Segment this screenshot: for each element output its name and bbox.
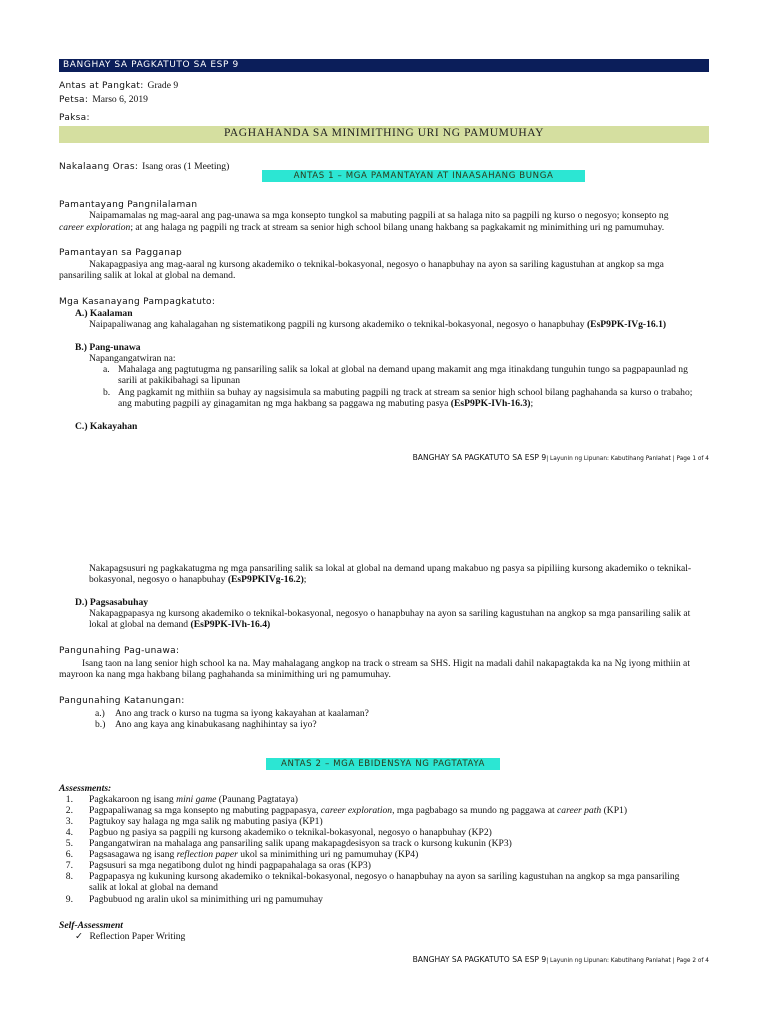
career-exploration-term: career exploration [59,222,131,233]
petsa-row [59,89,148,107]
katanungan-a-text: Ano ang track o kurso na tugma sa iyong kakayahan at kaalaman? [115,708,369,719]
assessment-number: 2. [65,805,73,816]
assessment-text-pre: Pagkakaroon ng isang [89,794,177,805]
petsa-value: Marso 6, 2019 [92,94,148,105]
header-banner-text: BANGHAY SA PAGKATUTO SA ESP 9 [63,60,239,70]
footer-page-2 [413,955,709,964]
assessment-number: 6. [65,849,73,860]
assessment-text-post-2: (KP1) [601,805,628,816]
pangunahing-pag-unawa-label: Pangunahing Pag-unawa: [59,646,180,656]
pagsasabuhay-line-1: Nakapagpapasya ng kursong akademiko o teknikal-bokasyonal, negosyo o hanapbuhay na ayon sa sariling kagustuhan na angkop sa mga pansariling salik at [89,608,691,619]
assessment-number: 1. [65,794,73,805]
nakalaang-oras-row [59,156,229,174]
self-assessment-label: Self-Assessment [59,920,123,931]
pagsasabuhay-line-2-body: lokal at global na demand [89,619,189,630]
assessment-text [89,805,627,817]
pamantayang-pangnilalaman-line-2-rest: ; at ang halaga ng pagpili ng track at stream sa senior high school bilang unang hakbang sa pagkakamit ng minimithing uri ng pamumuhay. [130,222,665,233]
pang-unawa-b-line-2: ang mabuting pagpili ay ginagamitan ng mga hakbang sa paggawa ng mabuting pasya (EsP9PK-IVh-16.3); [118,398,534,409]
kasanayan-label: Mga Kasanayang Pampagkatuto: [59,297,216,307]
pamantayang-pangnilalaman-line-2 [59,222,664,234]
pagsasabuhay-line-2 [89,619,270,631]
paksa-label: Paksa: [59,113,90,123]
assessment-text-post: ukol sa minimithing uri ng pamumuhay (KP4) [237,849,419,860]
petsa-label: Petsa: [59,95,89,105]
assessment-text-post: (Paunang Pagtataya) [216,794,298,805]
kakayahan-code: (EsP9PKIVg-16.2) [227,574,304,585]
reflection-paper-term: reflection paper [176,849,238,860]
pamantayan-sa-pagganap-line-2: pansariling salik at lokal at global na demand. [59,270,236,281]
lesson-title: PAGHAHANDA SA MINIMITHING URI NG PAMUMUHAY [223,127,545,139]
katanungan-a-marker: a.) [95,708,105,719]
pangunahing-pag-unawa-line-1: Isang taon na lang senior high school ka na. May mahalagang angkop na track o stream sa SHS. Higit na madali dahil nakapagtakda ka na Ng iyong mithiin at [82,658,690,669]
katanungan-b-marker: b.) [95,719,106,730]
pang-unawa-b-line-2-body: ang mabuting pagpili ay ginagamitan ng mga hakbang sa paggawa ng mabuting pasya [118,398,449,409]
assessment-text: Pagbuo ng pasiya sa pagpili ng kursong akademiko o teknikal-bokasyonal, negosyo o hanapbuhay (KP2) [89,827,492,838]
pamantayan-sa-pagganap-label: Pamantayan sa Pagganap [59,248,183,258]
assessments-list [59,794,719,914]
assessment-text: Pagsusuri sa mga negatibong dulot ng hindi pagpapahalaga sa oras (KP3) [89,860,371,871]
assessment-text [89,849,418,861]
career-path-term: career path [557,805,602,816]
antas-1-heading: ANTAS 1 – MGA PAMANTAYAN AT INAASAHANG BUNGA [293,171,554,181]
assessment-number: 8. [65,871,73,882]
pang-unawa-intro: Napangangatwiran na: [89,353,176,364]
antas-1-heading-box [262,170,585,182]
pamantayang-pangnilalaman-label: Pamantayang Pangnilalaman [59,200,198,210]
header-banner [59,59,709,72]
footer-page-1-title: BANGHAY SA PAGKATUTO SA ESP 9 [412,453,547,462]
assessment-text-post: , mga pagbabago sa mundo ng paggawa at [392,805,558,816]
self-assessment-item [75,931,185,943]
mini-game-term: mini game [176,794,217,805]
lesson-title-box [59,126,709,143]
nakalaang-oras-label: Nakalaang Oras: [59,162,139,172]
career-exploration-term: career exploration [320,805,393,816]
antas-value: Grade 9 [147,80,179,91]
assessment-number: 7. [65,860,73,871]
antas-2-heading-box [266,758,500,770]
kakayahan-line-1: Nakapagsusuri ng pagkakatugma ng mga pansariling salik sa lokal at global na demand upang makabuo ng pasya sa pipiliing kursong akademiko o teknikal- [89,563,692,574]
checkmark-icon: ✓ [75,931,84,942]
footer-page-2-title: BANGHAY SA PAGKATUTO SA ESP 9 [412,955,547,964]
assessment-text: Pagbubuod ng aralin ukol sa minimithing uri ng pamumuhay [89,894,323,905]
assessment-text [89,794,298,806]
self-assessment-item-text: Reflection Paper Writing [89,931,186,942]
footer-page-1 [413,453,709,462]
assessment-number: 4. [65,827,73,838]
assessments-label: Assessments: [59,783,112,794]
pang-unawa-heading: B.) Pang-unawa [75,342,141,353]
assessment-text-pre: Pagpapaliwanag sa mga konsepto ng mabuting pagpapasya, [89,805,321,816]
antas-2-heading: ANTAS 2 – MGA EBIDENSYA NG PAGTATAYA [280,759,486,769]
pang-unawa-b-line-1: Ang pagkamit ng mithiin sa buhay ay nagsisimula sa mabuting pagpili ng track at stream sa senior high school bilang paghahanda sa kurso o trabaho; [118,387,693,398]
katanungan-b-text: Ano ang kaya ang kinabukasang naghihintay sa iyo? [115,719,317,730]
footer-page-2-rest: | Layunin ng Lipunan: Kabutihang Panlahat | Page 2 of 4 [546,958,709,964]
assessment-text: Pagtukoy say halaga ng mga salik ng mabuting pasiya (KP1) [89,816,323,827]
pang-unawa-a-marker: a. [103,364,110,375]
pagsasabuhay-code: (EsP9PK-IVh-16.4) [190,619,271,630]
pang-unawa-b-code: (EsP9PK-IVh-16.3) [450,398,531,409]
kaalaman-body: Naipapaliwanag ang kahalagahan ng sistematikong pagpili ng kursong akademiko o teknikal-bokasyonal, negosyo o hanapbuhay [89,319,585,330]
assessment-number: 5. [65,838,73,849]
assessment-number: 9. [65,894,73,905]
nakalaang-oras-value: Isang oras (1 Meeting) [142,161,230,172]
assessment-text-pre: Pagsasagawa ng isang [89,849,177,860]
kaalaman-heading: A.) Kaalaman [75,308,133,319]
antas-label: Antas at Pangkat: [59,81,144,91]
pangunahing-pag-unawa-line-2: mayroon ka nang mga hakbang bilang paghahanda sa minimithing uri ng pamumuhay. [59,669,391,680]
kakayahan-line-2: bokasyonal, negosyo o hanapbuhay (EsP9PKIVg-16.2); [89,574,307,585]
footer-page-1-rest: | Layunin ng Lipunan: Kabutihang Panlahat | Page 1 of 4 [546,456,709,462]
kaalaman-code: (EsP9PK-IVg-16.1) [586,319,667,330]
pang-unawa-b-marker: b. [103,387,111,398]
kakayahan-heading: C.) Kakayahan [75,421,138,432]
pamantayan-sa-pagganap-line-1: Nakapagpasiya ang mag-aaral ng kursong akademiko o teknikal-bokasyonal, negosyo o hanapbuhay na ayon sa sariling kagustuhan at angkop sa mga [89,259,664,270]
pagsasabuhay-heading: D.) Pagsasabuhay [75,597,149,608]
kakayahan-line-2-body: bokasyonal, negosyo o hanapbuhay [89,574,226,585]
assessment-number: 3. [65,816,73,827]
pang-unawa-a-line-2: sarili at pakikibahagi sa lipunan [118,375,241,386]
pangunahing-katanungan-label: Pangunahing Katanungan: [59,696,185,706]
pang-unawa-a-line-1: Mahalaga ang pagtutugma ng pansariling salik sa lokal at global na demand upang makamit ang mga itinakdang tunguhin tungo sa pagpapaunlad ng [118,364,688,375]
assessment-text: Pagpapasya ng kukuning kursong akademiko o teknikal-bokasyonal, negosyo o hanapbuhay na ayon sa sariling kagustuhan na angkop sa mga pansariling [89,871,680,882]
assessment-text: Pangangatwiran na mahalaga ang pansariling salik upang makapagdesisyon sa track o kursong kukunin (KP3) [89,838,512,849]
kaalaman-text [89,319,666,331]
assessment-text-line-2: salik at lokal at global na demand [89,882,218,893]
pamantayang-pangnilalaman-line-1: Naipamamalas ng mag-aaral ang pag-unawa sa mga konsepto tungkol sa mabuting pagpili at sa halaga nito sa pagpili ng kurso o negosyo; konsepto ng [89,210,669,221]
